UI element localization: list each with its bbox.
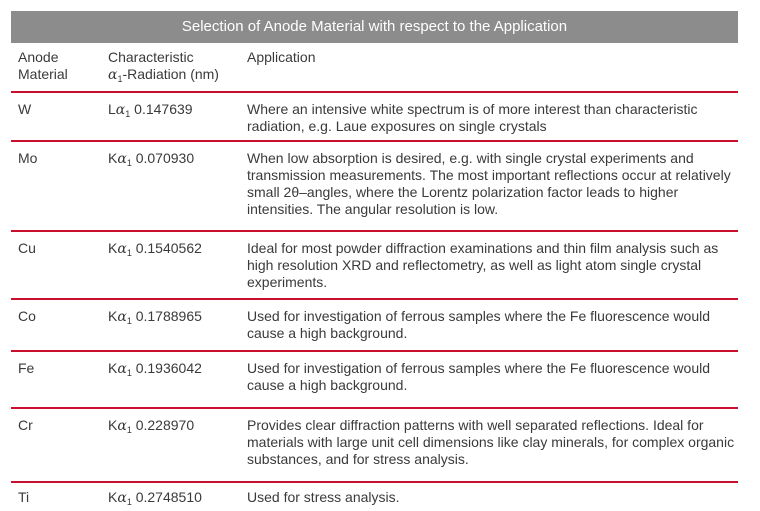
alpha-subscript: 1 <box>126 248 132 258</box>
application-cell: Provides clear diffraction patterns with well separated reflections. Ideal for materials with large unit cell dimensions like clay minerals, for complex organic substances, and for stress analysis. <box>247 417 735 467</box>
material-cell: Mo <box>18 150 38 166</box>
radiation-cell <box>108 101 240 123</box>
wavelength-value: 0.2748510 <box>135 489 202 505</box>
alpha-symbol: α <box>117 241 127 257</box>
alpha-symbol: α <box>115 102 126 118</box>
table-row <box>11 409 738 481</box>
header-characteristic-line2 <box>108 66 240 88</box>
radiation-cell <box>108 308 240 330</box>
material-cell: Fe <box>18 360 35 376</box>
radiation-cell <box>108 417 240 439</box>
material-cell: Co <box>18 308 36 324</box>
line-letter: K <box>108 417 118 433</box>
alpha-symbol: α <box>108 67 118 83</box>
radiation-cell <box>108 150 240 172</box>
alpha-symbol: α <box>117 361 127 377</box>
header-anode-line2: Material <box>18 66 68 82</box>
material-cell: W <box>18 101 32 117</box>
alpha-symbol: α <box>117 309 127 325</box>
header-characteristic <box>108 49 240 88</box>
radiation-cell <box>108 360 240 382</box>
table-header <box>11 43 738 91</box>
material-cell: Cu <box>18 240 36 256</box>
wavelength-value: 0.228970 <box>135 417 195 433</box>
alpha-symbol: α <box>117 418 127 434</box>
application-cell: Ideal for most powder diffraction examinations and thin film analysis such as high resolution XRD and reflectometry, as well as light atom single crystal experiments. <box>247 240 719 290</box>
application-cell: Used for investigation of ferrous samples where the Fe fluorescence would cause a high background. <box>247 308 711 341</box>
radiation-cell <box>108 240 240 262</box>
alpha-subscript: 1 <box>126 316 132 326</box>
application-cell: Used for stress analysis. <box>247 489 400 505</box>
table-row <box>11 300 738 350</box>
table-row <box>11 142 738 230</box>
line-letter: K <box>108 150 118 166</box>
header-radiation-suffix: -Radiation (nm) <box>122 66 219 82</box>
alpha-subscript: 1 <box>126 158 132 168</box>
wavelength-value: 0.1788965 <box>135 308 202 324</box>
alpha-symbol: α <box>117 490 127 506</box>
table-row <box>11 483 738 510</box>
header-application: Application <box>247 49 316 65</box>
line-letter: K <box>108 489 118 505</box>
alpha-subscript: 1 <box>117 74 123 84</box>
application-cell: When low absorption is desired, e.g. with single crystal experiments and transmission measurements. The most important reflections occur at relatively small 2θ–angles, where the Lorentz polarization factor leads to higher intensities. The angular resolution is low. <box>247 150 731 217</box>
line-letter: K <box>108 360 118 376</box>
table-row <box>11 232 738 298</box>
line-letter: K <box>108 240 118 256</box>
material-cell: Cr <box>18 417 33 433</box>
table-row <box>11 93 738 140</box>
wavelength-value: 0.1936042 <box>135 360 202 376</box>
line-letter: K <box>108 308 118 324</box>
alpha-subscript: 1 <box>126 425 132 435</box>
alpha-symbol: α <box>117 151 127 167</box>
wavelength-value: 0.1540562 <box>135 240 202 256</box>
material-cell: Ti <box>18 489 30 505</box>
alpha-subscript: 1 <box>125 109 131 119</box>
alpha-subscript: 1 <box>126 368 132 378</box>
table-row <box>11 352 738 407</box>
application-cell: Used for investigation of ferrous samples where the Fe fluorescence would cause a high background. <box>247 360 711 393</box>
application-cell: Where an intensive white spectrum is of more interest than characteristic radiation, e.g. Laue exposures on single crystals <box>247 101 698 134</box>
radiation-cell <box>108 489 240 511</box>
wavelength-value: 0.147639 <box>134 101 193 117</box>
header-anode-material <box>18 49 103 83</box>
header-anode-line1: Anode <box>18 49 59 65</box>
header-characteristic-line1: Characteristic <box>108 49 194 65</box>
table-title: Selection of Anode Material with respect to the Application <box>11 11 738 43</box>
line-letter: L <box>108 101 116 117</box>
alpha-subscript: 1 <box>126 497 132 507</box>
wavelength-value: 0.070930 <box>135 150 195 166</box>
